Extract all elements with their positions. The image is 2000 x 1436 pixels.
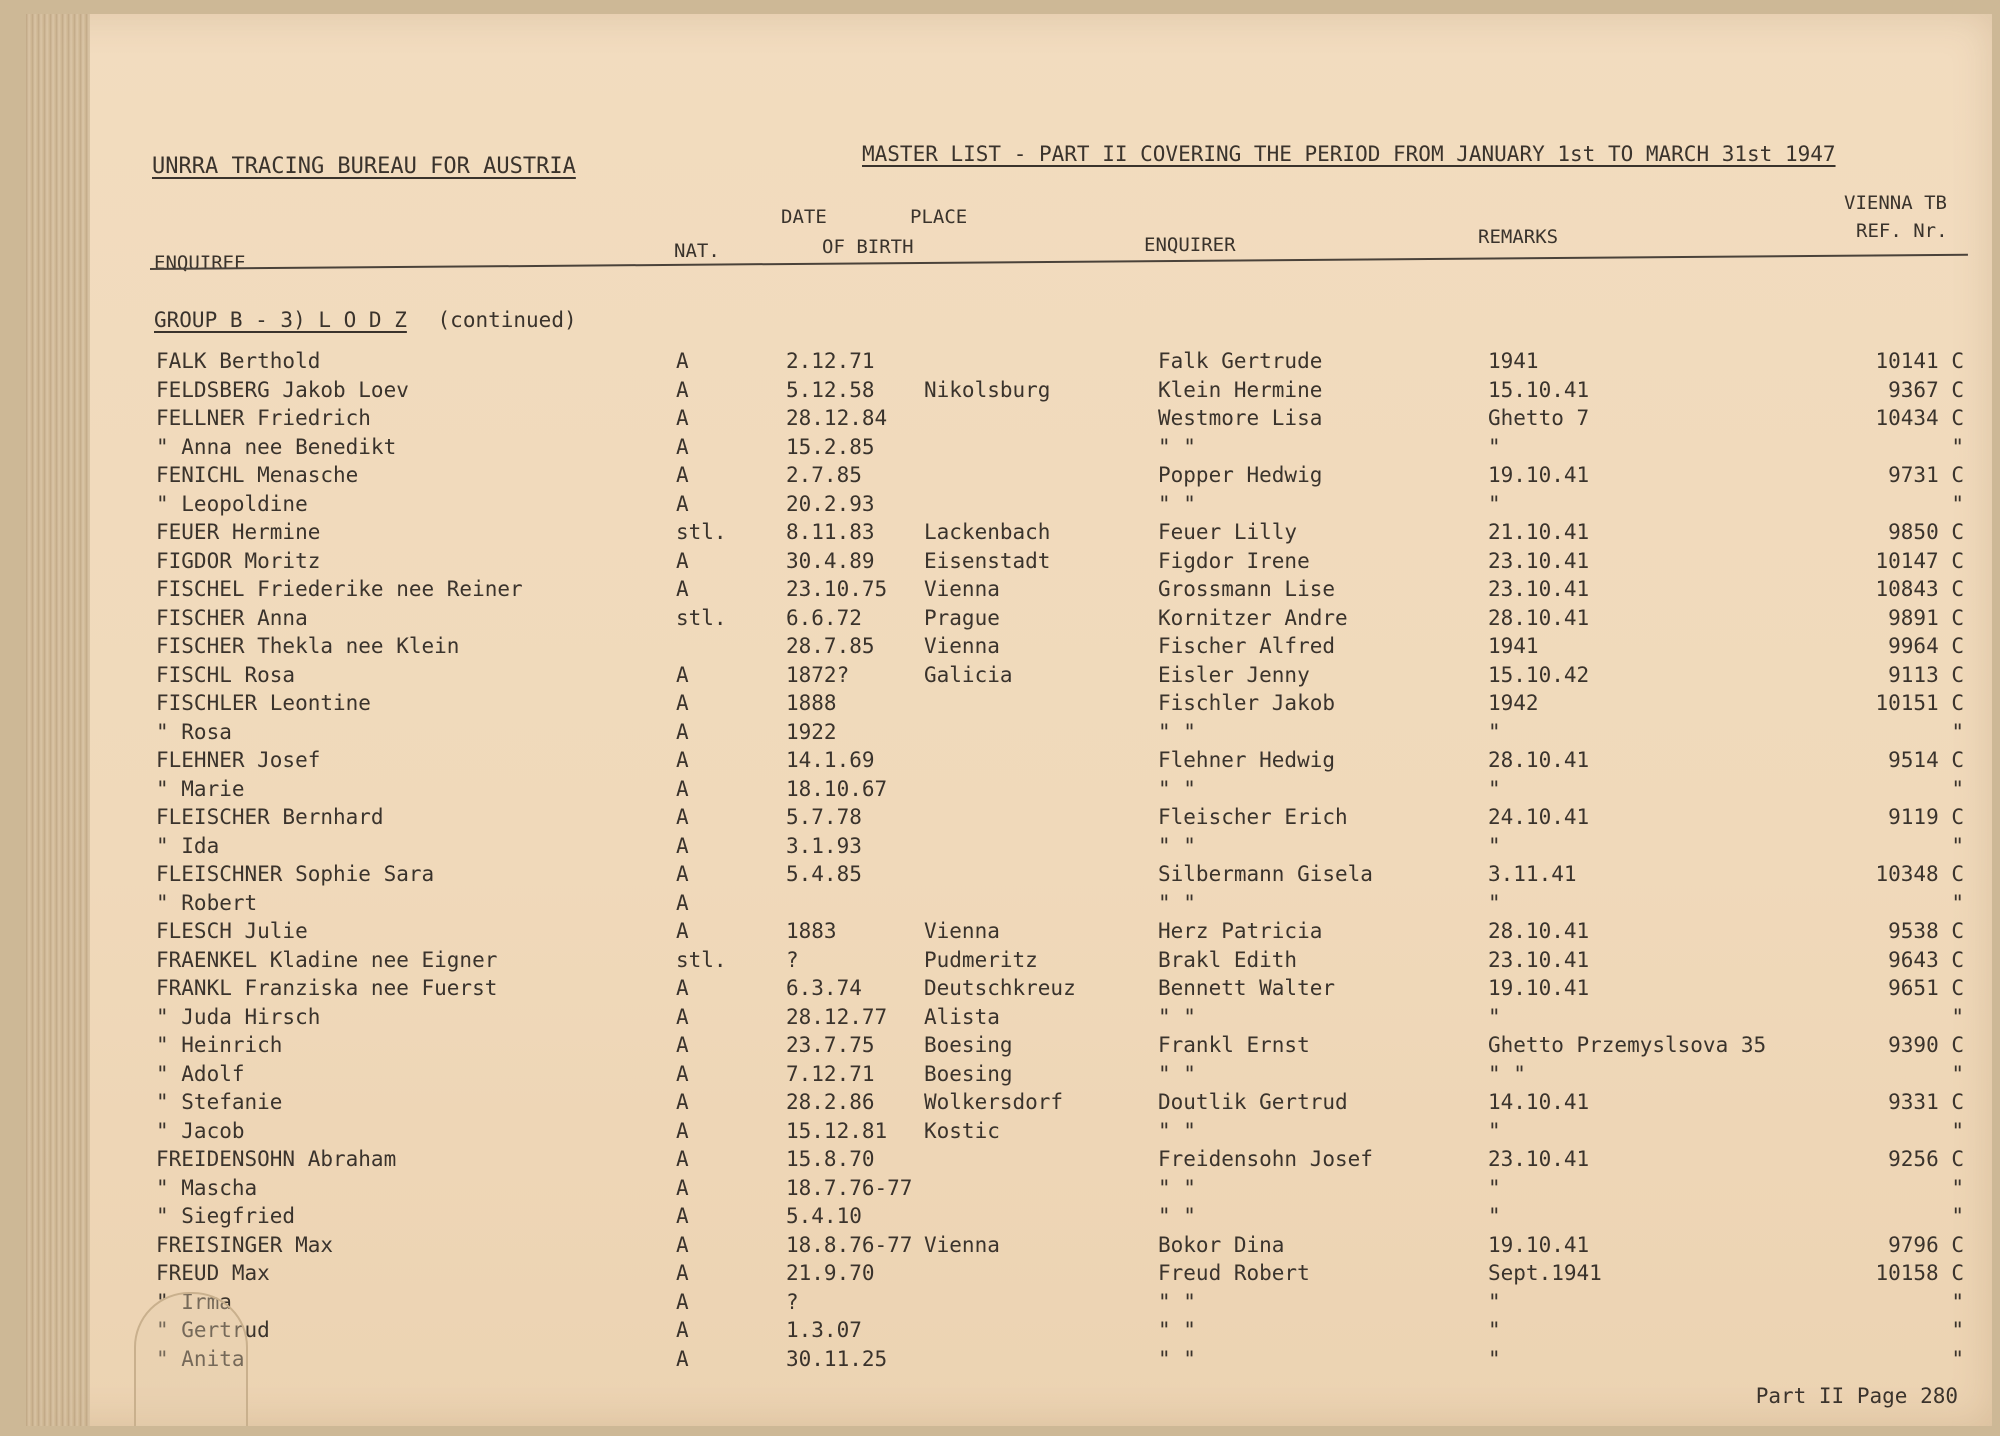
ledger-page (26, 14, 1992, 1426)
reference-number: 9113 C (1888, 662, 1964, 687)
bureau-title: UNRRA TRACING BUREAU FOR AUSTRIA (152, 154, 576, 179)
nationality: stl. (676, 947, 727, 972)
master-list-title: MASTER LIST - PART II COVERING THE PERIOD FROM JANUARY 1st TO MARCH 31st 1947 (862, 142, 1836, 166)
reference-number: 9331 C (1888, 1090, 1964, 1114)
place-of-birth: Vienna (924, 1232, 1000, 1257)
date-of-birth: 14.1.69 (786, 748, 875, 772)
nationality: A (676, 491, 689, 516)
place-of-birth: Eisenstadt (924, 548, 1051, 573)
table-row (26, 862, 1992, 890)
enquirer-name: Freidensohn Josef (1158, 1147, 1373, 1171)
date-of-birth: 18.10.67 (786, 776, 888, 801)
remarks: 15.10.41 (1488, 377, 1590, 402)
table-row (26, 948, 1992, 976)
reference-number: " (1951, 1318, 1964, 1342)
table-row (26, 777, 1992, 805)
enquiree-name: FELDSBERG Jakob Loev (156, 377, 409, 402)
enquirer-name: Grossmann Lise (1158, 577, 1336, 601)
remarks: " (1488, 434, 1501, 459)
reference-number: " (1951, 1118, 1964, 1143)
date-of-birth: 3.1.93 (786, 833, 862, 858)
table-row (26, 378, 1992, 406)
enquirer-name: Herz Patricia (1158, 919, 1323, 943)
remarks: " " (1488, 1061, 1526, 1086)
date-of-birth: 5.4.85 (786, 862, 862, 886)
table-row (26, 1176, 1992, 1204)
reference-number: 9850 C (1888, 520, 1964, 544)
enquiree-name: FREUD Max (156, 1261, 270, 1285)
enquirer-name: " " (1158, 719, 1196, 744)
remarks: 28.10.41 (1488, 605, 1590, 630)
date-of-birth: 18.8.76-77 (786, 1232, 913, 1257)
table-row (26, 1204, 1992, 1232)
enquiree-name: " Gertrud (156, 1318, 270, 1342)
date-of-birth: 6.6.72 (786, 605, 862, 630)
place-of-birth: Lackenbach (924, 520, 1051, 544)
reference-number: 9731 C (1888, 463, 1964, 487)
enquiree-name: " Stefanie (156, 1090, 283, 1114)
nationality: A (676, 1061, 689, 1086)
remarks: " (1488, 1346, 1501, 1371)
date-of-birth: 30.11.25 (786, 1346, 888, 1371)
enquirer-name: " " (1158, 833, 1196, 858)
date-of-birth: 5.4.10 (786, 1204, 862, 1228)
date-of-birth: 15.12.81 (786, 1118, 888, 1143)
enquiree-name: FLESCH Julie (156, 919, 308, 943)
nationality: A (676, 919, 689, 943)
reference-number: 9643 C (1888, 947, 1964, 972)
reference-number: 10147 C (1875, 548, 1964, 573)
reference-number: " (1951, 890, 1964, 915)
remarks: 19.10.41 (1488, 463, 1590, 487)
date-of-birth: 18.7.76-77 (786, 1175, 913, 1200)
table-row (26, 435, 1992, 463)
enquirer-name: " " (1158, 890, 1196, 915)
remarks: 28.10.41 (1488, 748, 1590, 772)
remarks: " (1488, 491, 1501, 516)
table-row (26, 1090, 1992, 1118)
reference-number: 10158 C (1875, 1261, 1964, 1285)
table-row (26, 891, 1992, 919)
enquiree-name: " Anita (156, 1346, 245, 1371)
date-of-birth: 1872? (786, 662, 850, 687)
enquirer-name: Frankl Ernst (1158, 1033, 1310, 1057)
table-row (26, 805, 1992, 833)
reference-number: " (1951, 1004, 1964, 1029)
nationality: A (676, 691, 689, 715)
enquirer-name: " " (1158, 1118, 1196, 1143)
enquiree-name: FLEISCHER Bernhard (156, 805, 384, 829)
reference-number: 9514 C (1888, 748, 1964, 772)
enquirer-name: Freud Robert (1158, 1261, 1310, 1285)
table-row (26, 919, 1992, 947)
enquiree-name: FISCHLER Leontine (156, 691, 371, 715)
remarks: 14.10.41 (1488, 1090, 1590, 1114)
table-row (26, 1033, 1992, 1061)
nationality: A (676, 377, 689, 402)
remarks: Sept.1941 (1488, 1261, 1602, 1285)
remarks: " (1488, 1175, 1501, 1200)
enquiree-name: " Mascha (156, 1175, 258, 1200)
reference-number: 9796 C (1888, 1232, 1964, 1257)
nationality: A (676, 577, 689, 601)
remarks: " (1488, 719, 1501, 744)
nationality: A (676, 805, 689, 829)
enquiree-name: FISCHEL Friederike nee Reiner (156, 577, 523, 601)
place-of-birth: Vienna (924, 919, 1000, 943)
date-of-birth: 28.12.84 (786, 406, 888, 430)
place-of-birth: Vienna (924, 577, 1000, 601)
enquirer-name: Popper Hedwig (1158, 463, 1323, 487)
column-date-label: DATE (781, 206, 827, 228)
date-of-birth: 30.4.89 (786, 548, 875, 573)
table-row (26, 1005, 1992, 1033)
remarks: 23.10.41 (1488, 548, 1590, 573)
table-row (26, 1233, 1992, 1261)
enquirer-name: " " (1158, 491, 1196, 516)
date-of-birth: 1922 (786, 719, 837, 744)
enquirer-name: Westmore Lisa (1158, 406, 1323, 430)
table-row (26, 834, 1992, 862)
enquiree-name: " Rosa (156, 719, 232, 744)
nationality: A (676, 1261, 689, 1285)
enquirer-name: " " (1158, 1346, 1196, 1371)
reference-number: 9538 C (1888, 919, 1964, 943)
nationality: A (676, 976, 689, 1000)
table-row (26, 606, 1992, 634)
date-of-birth: 1.3.07 (786, 1318, 862, 1342)
place-of-birth: Galicia (924, 662, 1013, 687)
table-row (26, 349, 1992, 377)
enquirer-name: " " (1158, 1004, 1196, 1029)
remarks: " (1488, 833, 1501, 858)
table-row (26, 1062, 1992, 1090)
reference-number: " (1951, 1061, 1964, 1086)
enquirer-name: " " (1158, 1061, 1196, 1086)
date-of-birth: 1888 (786, 691, 837, 715)
nationality: A (676, 349, 689, 373)
reference-number: 10141 C (1875, 349, 1964, 373)
column-nat: NAT. (674, 240, 720, 262)
enquirer-name: Fleischer Erich (1158, 805, 1348, 829)
nationality: A (676, 1289, 689, 1314)
date-of-birth: 20.2.93 (786, 491, 875, 516)
date-of-birth: 15.8.70 (786, 1147, 875, 1171)
date-of-birth: 2.7.85 (786, 463, 862, 487)
remarks: 23.10.41 (1488, 1147, 1590, 1171)
enquirer-name: Flehner Hedwig (1158, 748, 1336, 772)
column-place-label: PLACE (910, 206, 968, 228)
table-row (26, 1147, 1992, 1175)
enquiree-name: " Ida (156, 833, 220, 858)
nationality: A (676, 862, 689, 886)
nationality: A (676, 1318, 689, 1342)
table-row (26, 1290, 1992, 1318)
enquiree-name: FREISINGER Max (156, 1232, 334, 1257)
enquirer-name: Klein Hermine (1158, 377, 1323, 402)
nationality: A (676, 548, 689, 573)
enquirer-name: Falk Gertrude (1158, 349, 1323, 373)
table-row (26, 720, 1992, 748)
enquiree-name: " Marie (156, 776, 245, 801)
nationality: A (676, 1033, 689, 1057)
reference-number: " (1951, 1175, 1964, 1200)
column-of-birth: OF BIRTH (822, 236, 914, 258)
place-of-birth: Wolkersdorf (924, 1090, 1064, 1114)
nationality: stl. (676, 520, 727, 544)
enquiree-name: FRAENKEL Kladine nee Eigner (156, 947, 498, 972)
enquirer-name: Feuer Lilly (1158, 520, 1298, 544)
place-of-birth: Alista (924, 1004, 1000, 1029)
date-of-birth: 2.12.71 (786, 349, 875, 373)
enquiree-name: FALK Berthold (156, 349, 321, 373)
place-of-birth: Nikolsburg (924, 377, 1051, 402)
reference-number: 9964 C (1888, 634, 1964, 658)
remarks: 24.10.41 (1488, 805, 1590, 829)
place-of-birth: Deutschkreuz (924, 976, 1076, 1000)
enquiree-name: FISCHER Anna (156, 605, 308, 630)
date-of-birth: 23.7.75 (786, 1033, 875, 1057)
nationality: A (676, 406, 689, 430)
table-row (26, 406, 1992, 434)
nationality: A (676, 1346, 689, 1371)
place-of-birth: Kostic (924, 1118, 1000, 1143)
table-row (26, 634, 1992, 662)
remarks: 19.10.41 (1488, 976, 1590, 1000)
enquiree-name: " Irma (156, 1289, 232, 1314)
date-of-birth: 28.7.85 (786, 634, 875, 658)
table-row (26, 1119, 1992, 1147)
enquiree-name: FLEHNER Josef (156, 748, 321, 772)
enquiree-name: FREIDENSOHN Abraham (156, 1147, 397, 1171)
table-row (26, 1261, 1992, 1289)
remarks: 28.10.41 (1488, 919, 1590, 943)
place-of-birth: Vienna (924, 634, 1000, 658)
table-row (26, 1347, 1992, 1375)
reference-number: 9119 C (1888, 805, 1964, 829)
table-row (26, 577, 1992, 605)
reference-number: " (1951, 491, 1964, 516)
reference-number: 10151 C (1875, 691, 1964, 715)
enquirer-name: Doutlik Gertrud (1158, 1090, 1348, 1114)
column-enquiree: ENQUIREE (154, 252, 246, 274)
group-note: (continued) (437, 308, 577, 332)
remarks: 1941 (1488, 349, 1539, 373)
nationality: A (676, 1204, 689, 1228)
enquiree-name: " Robert (156, 890, 258, 915)
enquiree-name: " Jacob (156, 1118, 245, 1143)
place-of-birth: Pudmeritz (924, 947, 1038, 972)
reference-number: " (1951, 434, 1964, 459)
remarks: " (1488, 776, 1501, 801)
date-of-birth: ? (786, 947, 799, 972)
enquirer-name: " " (1158, 776, 1196, 801)
enquirer-name: Bennett Walter (1158, 976, 1336, 1000)
remarks: 3.11.41 (1488, 862, 1577, 886)
reference-number: 9256 C (1888, 1147, 1964, 1171)
date-of-birth: 8.11.83 (786, 520, 875, 544)
enquiree-name: FELLNER Friedrich (156, 406, 371, 430)
remarks: " (1488, 1318, 1501, 1342)
remarks: 1942 (1488, 691, 1539, 715)
date-of-birth: 28.12.77 (786, 1004, 888, 1029)
date-of-birth: 7.12.71 (786, 1061, 875, 1086)
reference-number: 10434 C (1875, 406, 1964, 430)
table-row (26, 520, 1992, 548)
enquirer-name: Bokor Dina (1158, 1232, 1285, 1257)
reference-number: 9390 C (1888, 1033, 1964, 1057)
group-label: GROUP B - 3) L O D Z (154, 308, 407, 332)
table-row (26, 976, 1992, 1004)
enquirer-name: Eisler Jenny (1158, 662, 1310, 687)
date-of-birth: 6.3.74 (786, 976, 862, 1000)
enquirer-name: " " (1158, 434, 1196, 459)
enquirer-name: " " (1158, 1175, 1196, 1200)
remarks: " (1488, 1004, 1501, 1029)
remarks: 15.10.42 (1488, 662, 1590, 687)
place-of-birth: Boesing (924, 1033, 1013, 1057)
date-of-birth: 23.10.75 (786, 577, 888, 601)
remarks: " (1488, 1289, 1501, 1314)
enquiree-name: FRANKL Franziska nee Fuerst (156, 976, 498, 1000)
nationality: A (676, 776, 689, 801)
date-of-birth: 15.2.85 (786, 434, 875, 459)
remarks: 23.10.41 (1488, 577, 1590, 601)
reference-number: " (1951, 1289, 1964, 1314)
table-row (26, 463, 1992, 491)
enquirer-name: " " (1158, 1204, 1196, 1228)
reference-number: 9367 C (1888, 377, 1964, 402)
remarks: 1941 (1488, 634, 1539, 658)
reference-number: 9651 C (1888, 976, 1964, 1000)
enquirer-name: Silbermann Gisela (1158, 862, 1373, 886)
place-of-birth: Boesing (924, 1061, 1013, 1086)
enquiree-list (26, 14, 1992, 1426)
table-row (26, 1318, 1992, 1346)
nationality: A (676, 833, 689, 858)
enquirer-name: Figdor Irene (1158, 548, 1310, 573)
nationality: A (676, 1004, 689, 1029)
page-number: Part II Page 280 (1755, 1384, 1958, 1408)
nationality: A (676, 1090, 689, 1114)
nationality: A (676, 1232, 689, 1257)
remarks: " (1488, 1204, 1501, 1228)
date-of-birth: 28.2.86 (786, 1090, 875, 1114)
enquiree-name: FEUER Hermine (156, 520, 321, 544)
reference-number: " (1951, 833, 1964, 858)
reference-number: " (1951, 719, 1964, 744)
reference-number: 9891 C (1888, 605, 1964, 630)
column-enquirer: ENQUIRER (1144, 234, 1236, 256)
table-row (26, 748, 1992, 776)
reference-number: 10843 C (1875, 577, 1964, 601)
date-of-birth: 5.7.78 (786, 805, 862, 829)
nationality: stl. (676, 605, 727, 630)
enquiree-name: " Leopoldine (156, 491, 308, 516)
nationality: A (676, 1118, 689, 1143)
table-row (26, 691, 1992, 719)
enquiree-name: FENICHL Menasche (156, 463, 359, 487)
date-of-birth: 1883 (786, 919, 837, 943)
remarks: " (1488, 890, 1501, 915)
column-ref-bottom-label: REF. Nr. (1856, 220, 1948, 242)
remarks: Ghetto Przemyslsova 35 (1488, 1033, 1767, 1057)
nationality: A (676, 1175, 689, 1200)
table-row (26, 549, 1992, 577)
remarks: 21.10.41 (1488, 520, 1590, 544)
enquirer-name: Fischler Jakob (1158, 691, 1336, 715)
enquiree-name: FIGDOR Moritz (156, 548, 321, 573)
enquiree-name: " Anna nee Benedikt (156, 434, 397, 459)
enquiree-name: " Heinrich (156, 1033, 283, 1057)
remarks: " (1488, 1118, 1501, 1143)
nationality: A (676, 463, 689, 487)
reference-number: " (1951, 776, 1964, 801)
enquirer-name: Brakl Edith (1158, 947, 1298, 972)
enquiree-name: FLEISCHNER Sophie Sara (156, 862, 435, 886)
remarks: Ghetto 7 (1488, 406, 1590, 430)
table-row (26, 663, 1992, 691)
thumb-holding-page (134, 1289, 248, 1426)
column-remarks: REMARKS (1478, 226, 1559, 248)
nationality: A (676, 1147, 689, 1171)
enquirer-name: Kornitzer Andre (1158, 605, 1348, 630)
enquiree-name: " Juda Hirsch (156, 1004, 321, 1029)
table-row (26, 492, 1992, 520)
enquiree-name: " Siegfried (156, 1204, 296, 1228)
remarks: 23.10.41 (1488, 947, 1590, 972)
place-of-birth: Prague (924, 605, 1000, 630)
nationality: A (676, 890, 689, 915)
column-ref-top-label: VIENNA TB (1844, 192, 1947, 214)
remarks: 19.10.41 (1488, 1232, 1590, 1257)
nationality: A (676, 662, 689, 687)
reference-number: " (1951, 1204, 1964, 1228)
reference-number: 10348 C (1875, 862, 1964, 886)
enquiree-name: " Adolf (156, 1061, 245, 1086)
date-of-birth: ? (786, 1289, 799, 1314)
nationality: A (676, 748, 689, 772)
enquirer-name: " " (1158, 1318, 1196, 1342)
nationality: A (676, 719, 689, 744)
date-of-birth: 21.9.70 (786, 1261, 875, 1285)
enquirer-name: " " (1158, 1289, 1196, 1314)
date-of-birth: 5.12.58 (786, 377, 875, 402)
enquiree-name: FISCHER Thekla nee Klein (156, 634, 460, 658)
enquiree-name: FISCHL Rosa (156, 662, 296, 687)
enquirer-name: Fischer Alfred (1158, 634, 1336, 658)
reference-number: " (1951, 1346, 1964, 1371)
nationality: A (676, 434, 689, 459)
